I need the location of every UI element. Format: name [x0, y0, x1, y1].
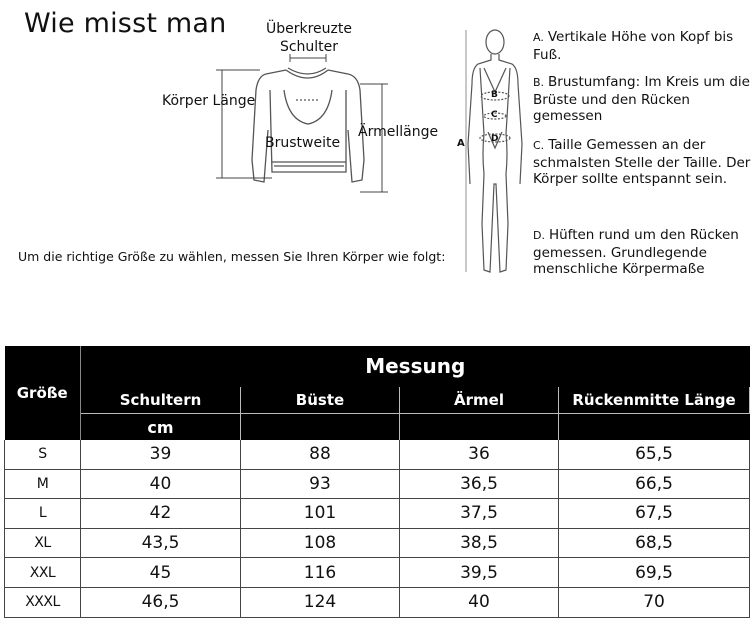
shoulders-cell: 45 — [81, 558, 241, 588]
table-row — [5, 499, 750, 529]
shoulder-label — [262, 20, 356, 56]
sleeve-cell: 40 — [400, 587, 559, 617]
shoulders-cell: 39 — [81, 440, 241, 469]
legend-letter: C. — [533, 139, 545, 152]
shoulder-label-line1: Überkreuzte — [266, 21, 352, 37]
body-length-label: Körper Länge — [162, 93, 256, 109]
shoulders-cell: 43,5 — [81, 528, 241, 558]
size-header: Größe — [5, 346, 81, 440]
unit-label: cm — [81, 414, 241, 441]
sleeve-cell: 37,5 — [400, 499, 559, 529]
column-header-sleeve: Ärmel — [400, 387, 559, 414]
size-cell: S — [5, 440, 81, 469]
unit-cell — [559, 414, 750, 441]
marker-d: D — [491, 134, 499, 144]
size-cell: XL — [5, 528, 81, 558]
bust-cell: 108 — [241, 528, 400, 558]
back-length-cell: 69,5 — [559, 558, 750, 588]
shoulders-cell: 46,5 — [81, 587, 241, 617]
body-illustration — [460, 24, 530, 280]
bust-cell: 93 — [241, 469, 400, 499]
size-table — [4, 346, 750, 618]
back-length-cell: 68,5 — [559, 528, 750, 558]
shoulder-label-line2: Schulter — [279, 39, 339, 55]
sleeve-length-label: Ärmellänge — [358, 124, 439, 140]
bust-cell: 124 — [241, 587, 400, 617]
size-cell: XXL — [5, 558, 81, 588]
table-row — [5, 528, 750, 558]
size-cell: XXXL — [5, 587, 81, 617]
legend-text: Vertikale Höhe von Kopf bis Fuß. — [533, 29, 734, 63]
size-cell: L — [5, 499, 81, 529]
marker-b: B — [491, 90, 498, 100]
column-header-bust: Büste — [241, 387, 400, 414]
sleeve-cell: 38,5 — [400, 528, 559, 558]
bust-cell: 116 — [241, 558, 400, 588]
legend-text: Hüften rund um den Rücken gemessen. Grundlegende menschliche Körpermaße — [533, 227, 739, 277]
legend-item-a — [533, 29, 755, 63]
chest-width-label: Brustweite — [265, 135, 341, 151]
back-length-cell: 66,5 — [559, 469, 750, 499]
shoulders-cell: 42 — [81, 499, 241, 529]
size-cell: M — [5, 469, 81, 499]
back-length-cell: 67,5 — [559, 499, 750, 529]
bust-cell: 88 — [241, 440, 400, 469]
legend-item-b — [533, 74, 755, 125]
legend-text: Brustumfang: Im Kreis um die Brüste und den Rücken gemessen — [533, 74, 750, 124]
legend-item-d — [533, 227, 755, 278]
shoulders-cell: 40 — [81, 469, 241, 499]
sleeve-cell: 39,5 — [400, 558, 559, 588]
unit-cell — [241, 414, 400, 441]
bust-cell: 101 — [241, 499, 400, 529]
column-header-shoulders: Schultern — [81, 387, 241, 414]
instruction-text: Um die richtige Größe zu wählen, messen Sie Ihren Körper wie folgt: — [18, 249, 446, 264]
marker-a: A — [457, 138, 465, 149]
page-title: Wie misst man — [24, 8, 227, 39]
legend-letter: B. — [533, 76, 545, 89]
sleeve-cell: 36,5 — [400, 469, 559, 499]
table-row — [5, 587, 750, 617]
table-row — [5, 440, 750, 469]
sleeve-cell: 36 — [400, 440, 559, 469]
column-header-back-length: Rückenmitte Länge — [559, 387, 750, 414]
back-length-cell: 70 — [559, 587, 750, 617]
legend-letter: A. — [533, 31, 544, 44]
legend-letter: D. — [533, 229, 545, 242]
marker-c: C — [491, 110, 498, 120]
measurement-group-header: Messung — [81, 346, 750, 387]
table-row — [5, 558, 750, 588]
table-row — [5, 469, 750, 499]
legend-item-c — [533, 137, 755, 188]
legend-text: Taille Gemessen an der schmalsten Stelle der Taille. Der Körper sollte entspannt sein. — [533, 137, 751, 187]
back-length-cell: 65,5 — [559, 440, 750, 469]
unit-cell — [400, 414, 559, 441]
